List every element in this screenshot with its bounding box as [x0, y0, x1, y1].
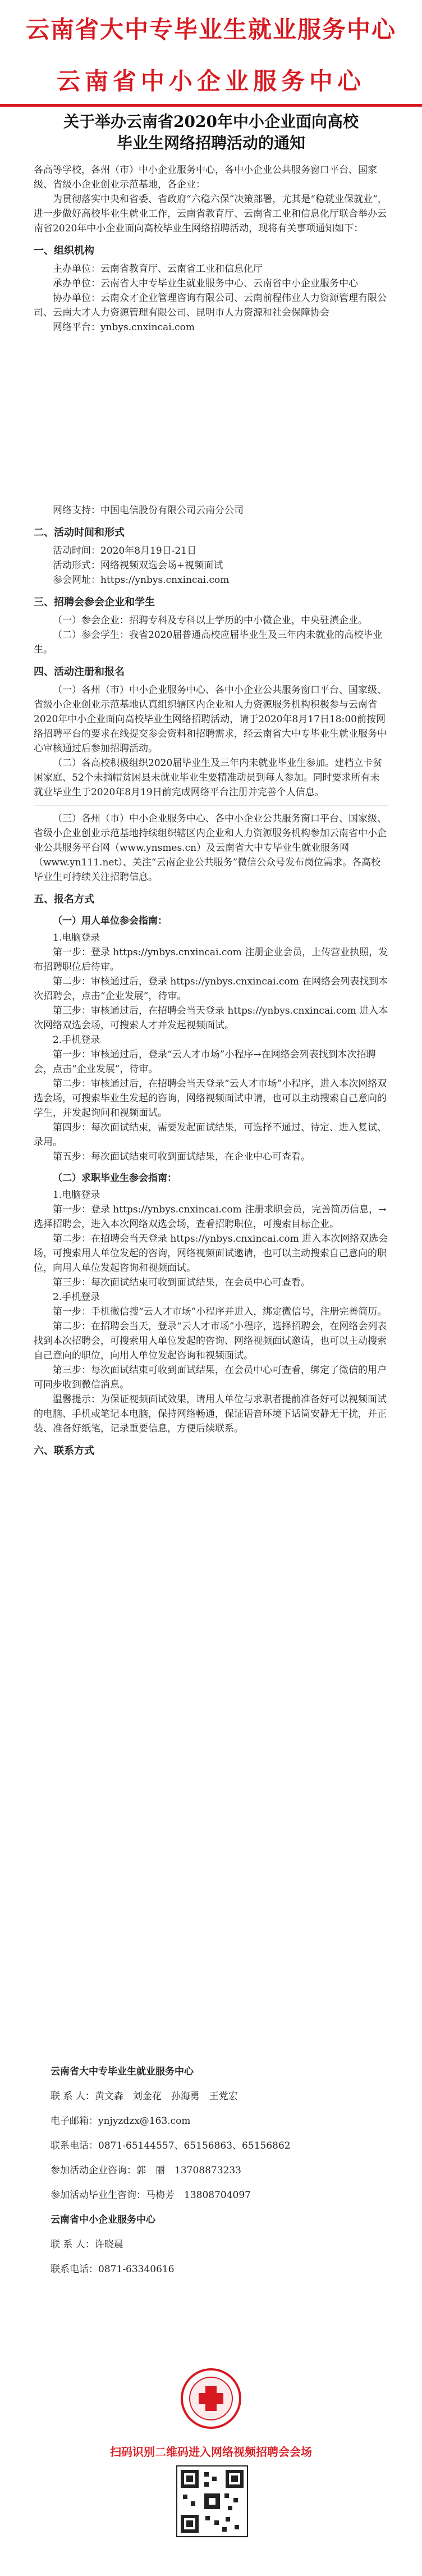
graduate-mobile-step2: 第二步：在招聘会当天，登录“云人才市场”小程序，选择招聘会，在网络会列表找到本次招聘会，可搜索用人单位发起的咨询、网络视频面试邀请，也可以主动搜索自己意向的职位，向用人单位发起咨询和视频面试。 — [34, 1321, 387, 1361]
registration-p3: （三）各州（市）中小企业服务中心、各中小企业公共服务窗口平台、国家级、省级小企业创业示范基地持续组织辖区内企业和人力资源服务机构参加云南省中小企业公共服务平台网（www.ynsmes.cn）及云南省大中专毕业生就业服务网（www.yn111.net）、关注“云南企业公共服务”微信公众号发布岗位需求。各高校毕业生可持续关注招聘信息。 — [34, 813, 387, 883]
section-2-title: 二、活动时间和形式 — [34, 527, 125, 539]
graduate-pc-step1: 第一步：登录 https://ynbys.cnxincai.com 注册求职会员，完善简历信息，→选择招聘会，进入本次网络双选会场，查看招聘职位，可搜索目标企业。 — [34, 1204, 387, 1230]
undertake-org: 承办单位：云南省大中专毕业生就业服务中心、云南省中小企业服务中心 — [53, 278, 358, 289]
host-org: 主办单位：云南省教育厅、云南省工业和信息化厅 — [53, 263, 263, 275]
notice-title-line1: 关于举办云南省2020年中小企业面向高校 — [63, 112, 359, 131]
employer-mobile-title: 2.手机登录 — [53, 1034, 100, 1046]
header-title-line2: 云南省中小企业服务中心 — [56, 67, 365, 95]
notice-title-line2: 毕业生网络招聘活动的通知 — [116, 134, 305, 152]
blank-space — [34, 335, 388, 503]
org2-name: 云南省中小企业服务中心 — [51, 2214, 155, 2226]
participating-enterprise: （一）参会企业：招聘专科及专科以上学历的中小微企业，中央驻滇企业。 — [53, 615, 368, 626]
network-support: 网络支持：中国电信股份有限公司云南分公司 — [53, 505, 244, 516]
graduate-pc-step3: 第三步：每次面试结束可收到面试结果，在会员中心可查看。 — [53, 1277, 310, 1288]
intro-paragraph: 为贯彻落实中央和省委、省政府“六稳六保”决策部署，尤其是“稳就业保就业”，进一步做好高校毕业生就业工作，云南省教育厅、云南省工业和信息化厅联合举办云南省2020年中小企业面向高校毕业生网络招聘活动，现将有关事项通知如下： — [34, 194, 387, 234]
section-5-title: 五、报名方式 — [34, 893, 94, 905]
graduate-guide-title: （二）求职毕业生参会指南： — [53, 1173, 177, 1184]
scan-instruction: 扫码识别二维码进入网络视频招聘会会场 — [110, 2445, 312, 2459]
employer-guide-title: （一）用人单位参会指南： — [53, 915, 167, 927]
employer-pc-step1: 第一步：登录 https://ynbys.cnxincai.com 注册企业会员，上传营业执照，发布招聘职位后待审。 — [34, 947, 388, 973]
employer-mobile-step3: 第四步：每次面试结束，需要发起面试结果，可选择不通过、待定、进入复试、录用。 — [34, 1122, 387, 1148]
participating-student: （二）参会学生：我省2020届普通高校应届毕业生及三年内未就业的高校毕业生。 — [34, 630, 383, 655]
graduate-pc-title: 1.电脑登录 — [53, 1189, 100, 1201]
qr-code-icon[interactable] — [176, 2465, 248, 2537]
header-divider — [0, 104, 422, 107]
employer-pc-step2: 第二步：审核通过后，登录 https://ynbys.cnxincai.com 在网络会列表找到本次招聘会，点击“企业发展”，待审。 — [34, 976, 388, 1002]
salutation: 各高等学校，各州（市）中小企业服务中心，各中小企业公共服务窗口平台、国家级、省级小企业创业示范基地，各企业： — [34, 165, 377, 190]
tips-paragraph: 温馨提示：为保证视频面试效果，请用人单位与求职者提前准备好可以视频面试的电脑、手机或笔记本电脑，保持网络畅通，保证语音环境下话筒安静无干扰，并正装、准备好纸笔，记录重要信息，方便后续联系。 — [34, 1394, 387, 1434]
graduate-mobile-title: 2.手机登录 — [53, 1292, 100, 1303]
org1-email: 电子邮箱：ynjyzdzx@163.com — [51, 2115, 191, 2127]
org2-contact: 联 系 人：许晓晨 — [51, 2239, 123, 2250]
contact-block — [51, 2061, 387, 2287]
employer-mobile-step2: 第二步：审核通过后，在招聘会当天登录“云人才市场”小程序，进入本次网络双选会场，可搜索毕业生发起的咨询，网络视频面试申请，也可以主动搜索自己意向的学生，并发起询问和视频面试。 — [34, 1078, 387, 1119]
section-6-title: 六、联系方式 — [34, 1445, 94, 1457]
graduate-mobile-step1: 第一步：手机微信搜“云人才市场”小程序并进入，绑定微信号，注册完善简历。 — [53, 1306, 387, 1317]
header-title-line1: 云南省大中专毕业生就业服务中心 — [25, 16, 396, 43]
activity-form: 活动形式：网络视频双选会场+视频面试 — [53, 560, 223, 571]
section-3-title: 三、招聘会参会企业和学生 — [34, 596, 155, 608]
org2-phone: 联系电话：0871-63340616 — [51, 2264, 175, 2275]
employer-mobile-step4: 第五步：每次面试结束可收到面试结果，在企业中心可查看。 — [53, 1151, 310, 1162]
section-divider — [34, 805, 388, 806]
platform-website: 网络平台：ynbys.cnxincai.com — [53, 322, 195, 333]
registration-p2: （二）各高校积极组织2020届毕业生及三年内未就业毕业生参加。建档立卡贫困家庭、52个未摘帽贫困县未就业毕业生要精准动员到每人参加。同时要求所有未就业毕业生于2020年8月19日前完成网络平台注册并完善个人信息。 — [34, 758, 383, 798]
employer-pc-step3: 第三步：审核通过后，在招聘会当天登录 https://ynbys.cnxincai.com 进入本次网络双选会场，可搜索人才并发起视频面试。 — [34, 1005, 388, 1031]
employer-pc-title: 1.电脑登录 — [53, 932, 100, 943]
org1-consult-graduate: 参加活动毕业生咨询：马梅芳 13808704097 — [51, 2190, 251, 2201]
registration-p1: （一）各州（市）中小企业服务中心、各中小企业公共服务窗口平台、国家级、省级小企业创业示范基地认真组织辖区内企业和人力资源服务机构积极参与云南省2020年中小企业面向高校毕业生网络招聘活动，请于2020年8月17日18:00前按网络招聘平台的要求在线提交参会资料和招聘需求，经云南省大中专毕业生就业服务中心审核通过后参加招聘活动。 — [34, 685, 387, 754]
organization-logo-icon — [180, 2367, 242, 2430]
activity-platform: 参会网址：https://ynbys.cnxincai.com — [53, 575, 230, 586]
org1-contact: 联 系 人：黄文森 刘金花 孙海勇 王党宏 — [51, 2091, 238, 2102]
org1-consult-enterprise: 参加活动企业咨询：郭 丽 13708873233 — [51, 2165, 241, 2176]
graduate-pc-step2: 第二步：在招聘会当天登录 https://ynbys.cnxincai.com 进入本次网络双选会场，可搜索用人单位发起的咨询，网络视频面试邀请，也可以主动搜索自己意向的职位，向用人单位发起咨询和视频面试。 — [34, 1233, 388, 1274]
cooperate-org: 协办单位：云南众才企业管理咨询有限公司、云南前程伟业人力资源管理有限公司、云南大才人力资源管理有限公司、昆明市人力资源和社会保障协会 — [34, 293, 387, 318]
org1-name: 云南省大中专毕业生就业服务中心 — [51, 2066, 194, 2077]
notice-body — [34, 163, 388, 1462]
notice-title — [0, 111, 422, 154]
graduate-mobile-step3: 第三步：每次面试结束可收到面试结果，在会员中心可查看，绑定了微信的用户可同步收到微信消息。 — [34, 1365, 387, 1390]
section-1-title: 一、组织机构 — [34, 245, 94, 257]
activity-time: 活动时间：2020年8月19日-21日 — [53, 545, 197, 557]
org1-phone: 联系电话：0871-65144557、65156863、65156862 — [51, 2140, 291, 2151]
section-4-title: 四、活动注册和报名 — [34, 666, 125, 678]
employer-mobile-step1: 第一步：审核通过后，登录“云人才市场”小程序→在网络会列表找到本次招聘会，点击“企业发展”，待审。 — [34, 1049, 376, 1075]
